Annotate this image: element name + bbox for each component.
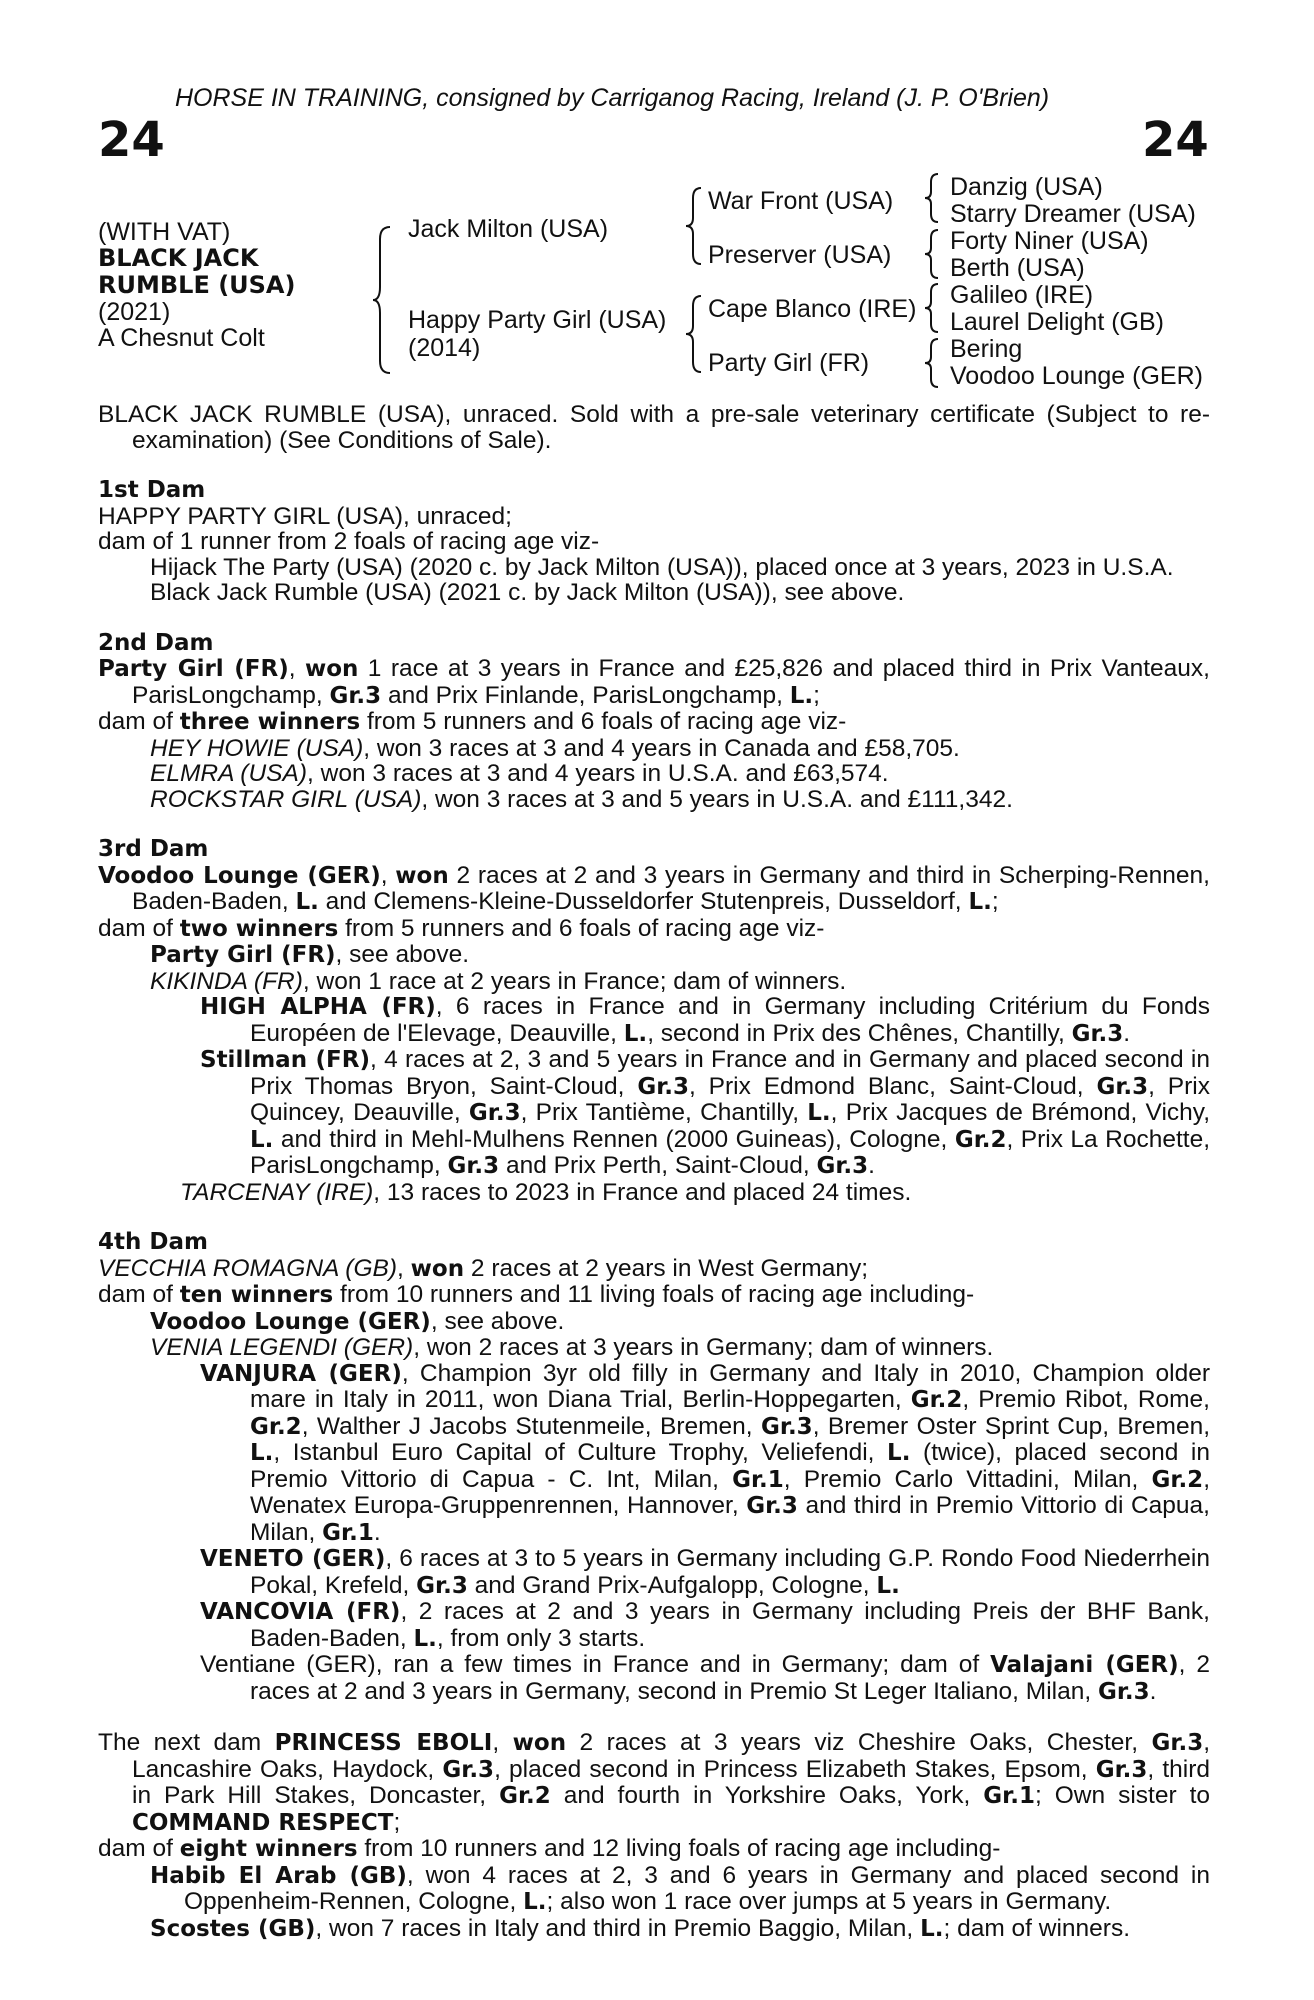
consignment-header: HORSE IN TRAINING, consigned by Carriganog Racing, Ireland (J. P. O'Brien)	[175, 84, 1050, 112]
second-dam-offspring-1: HEY HOWIE (USA), won 3 races at 3 and 4 years in Canada and £58,705.	[150, 734, 960, 762]
grandchild-vancovia: VANCOVIA (FR), 2 races at 2 and 3 years in Germany including Preis der BHF Bank, Baden-Baden, L., from only 3 starts.	[200, 1598, 1210, 1652]
third-dam-offspring-2: KIKINDA (FR), won 1 race at 2 years in France; dam of winners.	[150, 967, 847, 995]
sire-sire: War Front (USA)	[708, 187, 894, 215]
next-dam-offspring-habib: Habib El Arab (GB), won 4 races at 2, 3 and 6 years in Germany and placed second in Oppenheim-Rennen, Cologne, L.; also won 1 race over jumps at 5 years in Germany.	[150, 1861, 1210, 1915]
horse-name-line2: RUMBLE (USA)	[98, 271, 296, 299]
second-dam-record: Party Girl (FR), won 1 race at 3 years in France and £25,826 and placed third in Prix Vanteaux, ParisLongchamp, Gr.3 and Prix Finlande, ParisLongchamp, L.;	[98, 655, 1210, 709]
lot-number-left: 24	[98, 112, 165, 168]
won-label: won	[304, 656, 359, 682]
grandchild-high-alpha: HIGH ALPHA (FR), 6 races in France and in Germany including Critérium du Fonds Européen de l'Elevage, Deauville, L., second in Prix des Chênes, Chantilly, Gr.3.	[200, 993, 1210, 1047]
dam-year: (2014)	[408, 334, 481, 362]
grand-ancestor-2: Starry Dreamer (USA)	[950, 200, 1196, 228]
fourth-dam-offspring-1: Voodoo Lounge (GER), see above.	[150, 1307, 565, 1335]
brace-g34	[924, 228, 940, 280]
fourth-dam-section	[98, 1230, 1210, 1705]
fourth-dam-offspring-2: VENIA LEGENDI (GER), won 2 races at 3 years in Germany; dam of winners.	[150, 1334, 994, 1361]
dam-dam: Party Girl (FR)	[708, 349, 870, 377]
grand-ancestor-5: Galileo (IRE)	[950, 281, 1094, 309]
first-dam-heading: 1st Dam	[98, 477, 206, 503]
grand-ancestor-3: Forty Niner (USA)	[950, 227, 1149, 255]
catalogue-body	[98, 402, 1210, 1942]
dam: Happy Party Girl (USA)	[408, 306, 667, 334]
first-dam-produce-line: dam of 1 runner from 2 foals of racing age viz-	[98, 528, 600, 555]
next-dam-produce-line: dam of eight winners from 10 runners and 12 living foals of racing age including-	[98, 1835, 1001, 1862]
fourth-dam-produce-line: dam of ten winners from 10 runners and 11 living foals of racing age including-	[98, 1281, 975, 1308]
next-dam-offspring-scostes: Scostes (GB), won 7 races in Italy and third in Premio Baggio, Milan, L.; dam of winners.	[150, 1914, 1131, 1942]
grand-ancestor-4: Berth (USA)	[950, 254, 1085, 282]
third-dam-heading: 3rd Dam	[98, 836, 209, 862]
sire-dam: Preserver (USA)	[708, 241, 892, 269]
fourth-dam-record: VECCHIA ROMAGNA (GB), won 2 races at 2 years in West Germany;	[98, 1254, 869, 1282]
third-dam-offspring-1: Party Girl (FR), see above.	[150, 941, 470, 968]
grandchild-ventiane: Ventiane (GER), ran a few times in France and in Germany; dam of Valajani (GER), 2 races at 2 and 3 years in Germany, second in Premio St Leger Italiano, Milan, Gr.3.	[200, 1651, 1211, 1705]
grand-ancestor-8: Voodoo Lounge (GER)	[950, 362, 1203, 390]
first-dam-offspring-2: Black Jack Rumble (USA) (2021 c. by Jack Milton (USA)), see above.	[150, 579, 905, 606]
brace-g12	[924, 172, 940, 224]
brace-main	[372, 225, 392, 375]
grandchild-tarcenay: TARCENAY (IRE), 13 races to 2023 in France and placed 24 times.	[180, 1178, 912, 1206]
grand-ancestor-6: Laurel Delight (GB)	[950, 308, 1164, 336]
first-dam-line: HAPPY PARTY GIRL (USA), unraced;	[98, 502, 512, 530]
grand-ancestor-1: Danzig (USA)	[950, 173, 1103, 201]
dam-sire: Cape Blanco (IRE)	[708, 295, 917, 323]
grandchild-veneto: VENETO (GER), 6 races at 3 to 5 years in Germany including G.P. Rondo Food Niederrhein Pokal, Krefeld, Gr.3 and Grand Prix-Aufgalopp, Cologne, L.	[200, 1545, 1210, 1599]
brace-dam	[685, 294, 703, 374]
second-dam-offspring-2: ELMRA (USA), won 3 races at 3 and 4 years in U.S.A. and £63,574.	[150, 760, 889, 787]
brace-sire	[685, 186, 703, 266]
vat-note: (WITH VAT)	[98, 218, 231, 246]
horse-name: Party Girl (FR)	[98, 656, 289, 682]
grand-ancestor-7: Bering	[950, 335, 1023, 363]
second-dam-produce-line: dam of three winners from 5 runners and 6 foals of racing age viz-	[98, 708, 847, 735]
second-dam-offspring-3: ROCKSTAR GIRL (USA), won 3 races at 3 and 5 years in U.S.A. and £111,342.	[150, 785, 1013, 813]
horse-description: A Chesnut Colt	[98, 324, 265, 352]
third-dam-section	[98, 837, 1210, 1205]
second-dam-section	[98, 631, 1210, 813]
next-dam-record: The next dam PRINCESS EBOLI, won 2 races at 3 years viz Cheshire Oaks, Chester, Gr.3, Lancashire Oaks, Haydock, Gr.3, placed second in Princess Elizabeth Stakes, Epsom, Gr.3, third in Park Hill Stakes, Doncaster, Gr.2 and fourth in Yorkshire Oaks, York, Gr.1; Own sister to COMMAND RESPECT;	[98, 1729, 1211, 1836]
first-dam-offspring-1: Hijack The Party (USA) (2020 c. by Jack Milton (USA)), placed once at 3 years, 2023 in U.S.A.	[150, 553, 1174, 581]
sire: Jack Milton (USA)	[408, 215, 609, 243]
foaling-year: (2021)	[98, 298, 171, 326]
intro-paragraph: BLACK JACK RUMBLE (USA), unraced. Sold with a pre-sale veterinary certificate (Subject to re-examination) (See Conditions of Sale).	[98, 401, 1210, 454]
lot-number-right: 24	[1142, 112, 1209, 168]
fourth-dam-heading: 4th Dam	[98, 1229, 208, 1255]
grandchild-stillman: Stillman (FR), 4 races at 2, 3 and 5 years in France and in Germany and placed second in Prix Thomas Bryon, Saint-Cloud, Gr.3, Prix Edmond Blanc, Saint-Cloud, Gr.3, Prix Quincey, Deauville, Gr.3, Prix Tantième, Chantilly, L., Prix Jacques de Brémond, Vichy, L. and third in Mehl-Mulhens Rennen (2000 Guineas), Cologne, Gr.2, Prix La Rochette, ParisLongchamp, Gr.3 and Prix Perth, Saint-Cloud, Gr.3.	[200, 1046, 1211, 1179]
third-dam-record: Voodoo Lounge (GER), won 2 races at 2 and 3 years in Germany and third in Scherping-Rennen, Baden-Baden, L. and Clemens-Kleine-Dusseldorfer Stutenpreis, Dusseldorf, L.;	[98, 861, 1210, 915]
second-dam-heading: 2nd Dam	[98, 629, 214, 656]
next-dam-section	[98, 1730, 1210, 1942]
grandchild-vanjura: VANJURA (GER), Champion 3yr old filly in Germany and Italy in 2010, Champion older mare in Italy in 2011, won Diana Trial, Berlin-Hoppegarten, Gr.2, Premio Ribot, Rome, Gr.2, Walther J Jacobs Stutenmeile, Bremen, Gr.3, Bremer Oster Sprint Cup, Bremen, L., Istanbul Euro Capital of Culture Trophy, Veliefendi, L. (twice), placed second in Premio Vittorio di Capua - C. Int, Milan, Gr.1, Premio Carlo Vittadini, Milan, Gr.2, Wenatex Europa-Gruppenrennen, Hannover, Gr.3 and third in Premio Vittorio di Capua, Milan, Gr.1.	[200, 1359, 1211, 1546]
first-dam-section	[98, 478, 1210, 606]
brace-g56	[924, 282, 940, 334]
horse-name-line1: BLACK JACK	[98, 244, 259, 272]
third-dam-produce-line: dam of two winners from 5 runners and 6 foals of racing age viz-	[98, 914, 825, 942]
brace-g78	[924, 337, 940, 389]
